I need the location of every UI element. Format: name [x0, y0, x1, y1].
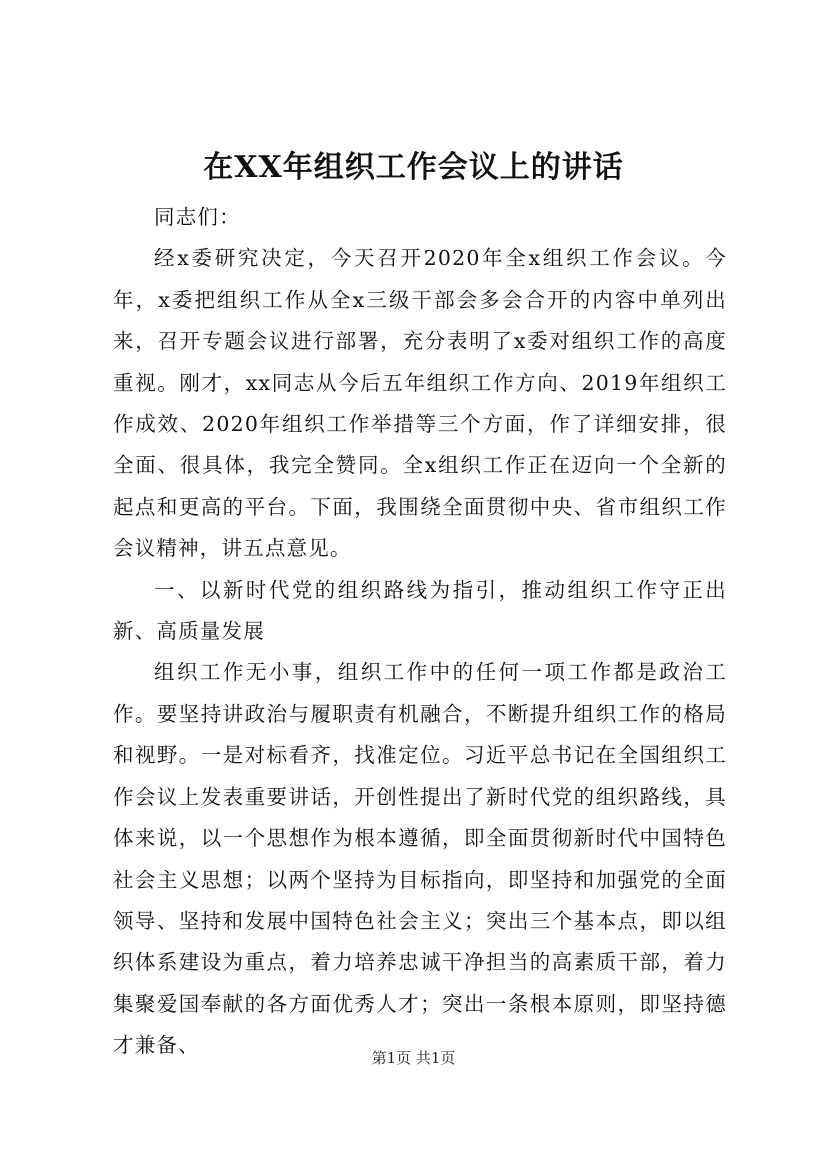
page-footer: 第1页 共1页	[371, 1049, 456, 1067]
intro-paragraph: 经x委研究决定，今天召开2020年全x组织工作会议。今年，x委把组织工作从全x三级干部会多会合开的内容中单列出来，召开专题会议进行部署，充分表明了x委对组织工作的高度重视。刚才，xx同志从今后五年组织工作方向、2019年组织工作成效、2020年组织工作举措等三个方面，作了详细安排，很全面、很具体，我完全赞同。全x组织工作正在迈向一个全新的起点和更高的平台。下面，我围绕全面贯彻中央、省市组织工作会议精神，讲五点意见。	[113, 246, 727, 561]
salutation-paragraph: 同志们：	[154, 205, 241, 229]
document-body	[113, 197, 727, 1067]
body-paragraph: 组织工作无小事，组织工作中的任何一项工作都是政治工作。要坚持讲政治与履职责有机融合，不断提升组织工作的格局和视野。一是对标看齐，找准定位。习近平总书记在全国组织工作会议上发表重要讲话，开创性提出了新时代党的组织路线，具体来说，以一个思想作为根本遵循，即全面贯彻新时代中国特色社会主义思想；以两个坚持为目标指向，即坚持和加强党的全面领导、坚持和发展中国特色社会主义；突出三个基本点，即以组织体系建设为重点，着力培养忠诚干净担当的高素质干部，着力集聚爱国奉献的各方面优秀人才；突出一条根本原则，即坚持德才兼备、	[113, 660, 727, 1058]
document-title: 在XX年组织工作会议上的讲话	[203, 150, 624, 185]
section-heading-1: 一、以新时代党的组织路线为指引，推动组织工作守正出新、高质量发展	[113, 577, 727, 644]
